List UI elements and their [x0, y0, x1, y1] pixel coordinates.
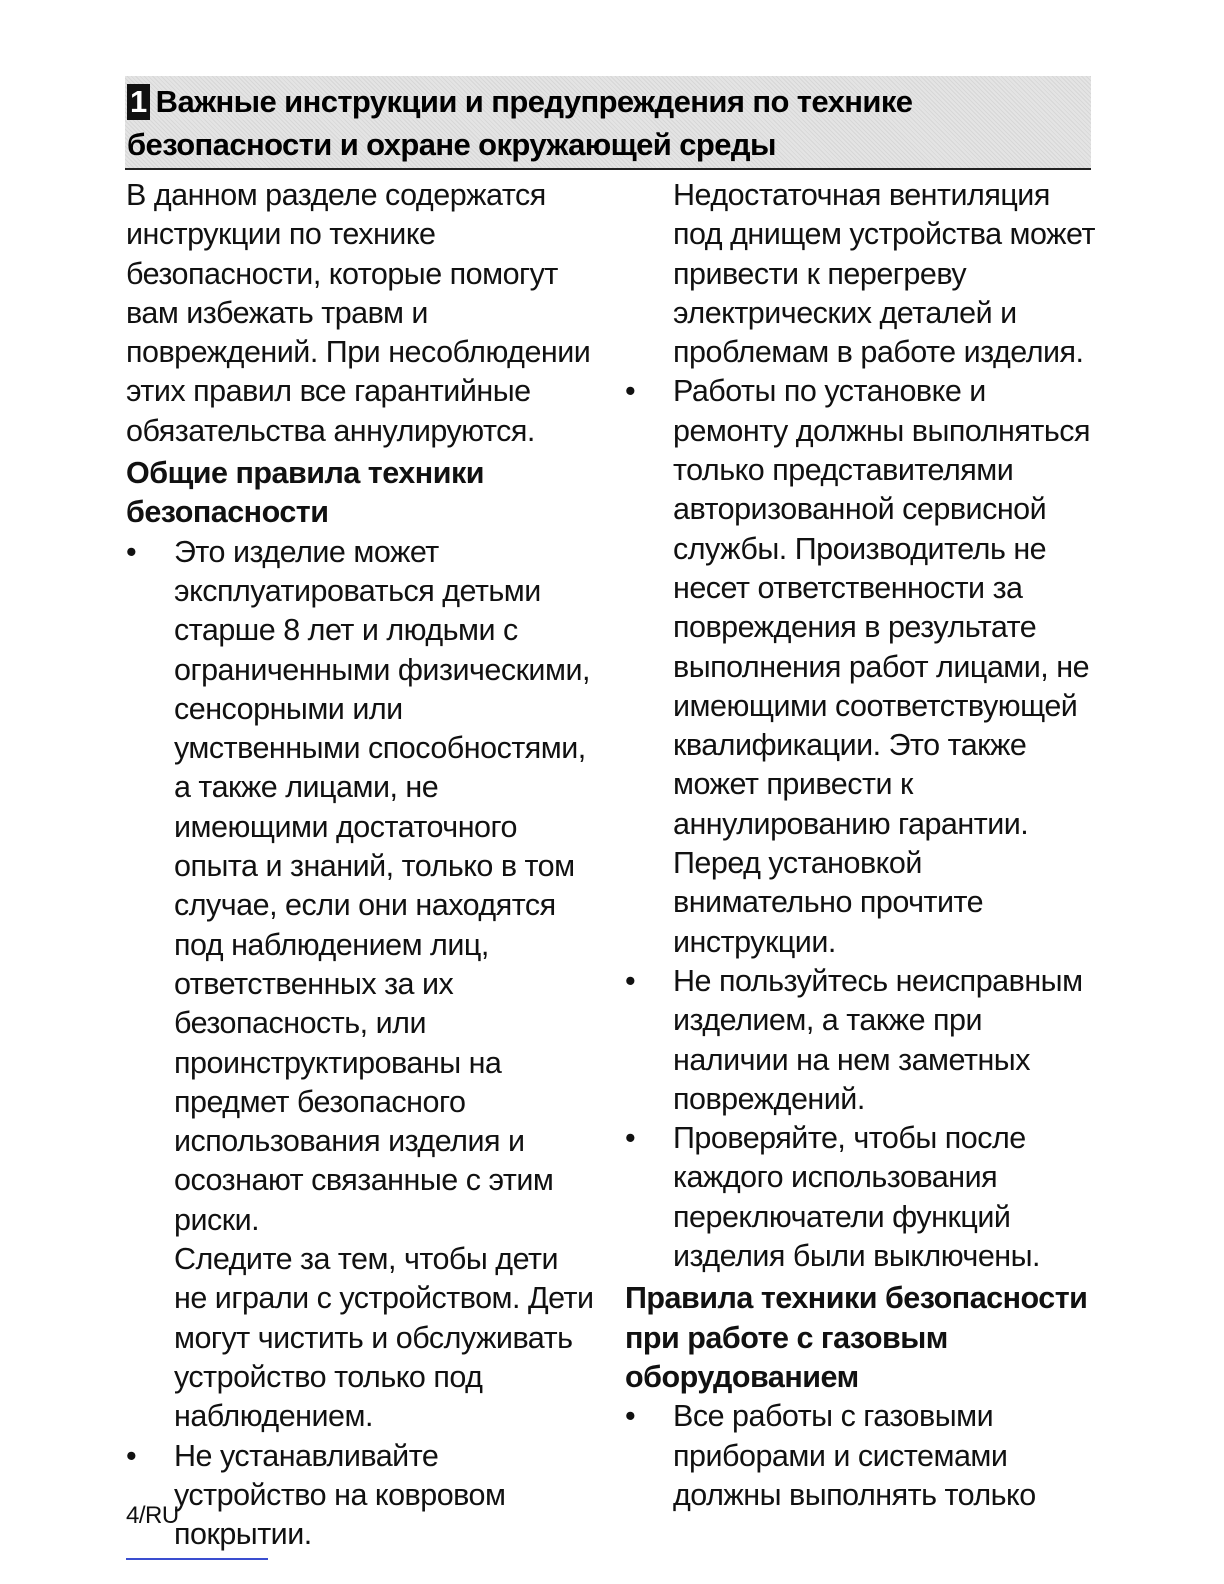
- list-item: [625, 372, 1105, 844]
- right-column: [625, 176, 1105, 1515]
- bullet-mark: •: [625, 1399, 636, 1434]
- bullet-mark: •: [126, 534, 137, 569]
- list-item-text: Работы по установке и ремонту должны выполняться только представителями авторизованной сервисной службы. Производитель не несет ответственности за повреждения в результате выполнения работ лицами, не имеющими соответствующей квалификации. Это также может привести к аннулированию гарантии.: [673, 374, 1090, 841]
- list-item: [625, 1397, 1105, 1515]
- list-item-text: Проверяйте, чтобы после каждого использования переключатели функций изделия были выключены.: [673, 1121, 1041, 1274]
- section-title-text: Важные инструкции и предупреждения по технике безопасности и охране окружающей среды: [127, 84, 913, 162]
- bullet-mark: •: [126, 1438, 137, 1473]
- left-column: [126, 176, 596, 1554]
- bullet-mark: •: [625, 374, 636, 409]
- section-header-title: [127, 80, 1077, 166]
- general-safety-heading: Общие правила техники безопасности: [126, 456, 484, 530]
- list-item-text: Не устанавливайте устройство на ковровом покрытии.: [174, 1438, 506, 1552]
- gas-safety-list: [625, 1397, 1105, 1515]
- right-safety-list: [625, 372, 1105, 844]
- intro-paragraph: В данном разделе содержатся инструкции по технике безопасности, которые помогут вам избежать травм и повреждений. При несоблюдении этих правил все гарантийные обязательства аннулируются.: [126, 178, 591, 448]
- section-header-bar: [125, 76, 1091, 170]
- list-item: [625, 962, 1105, 1119]
- continued-paragraph: Недостаточная вентиляция под днищем устройства может привести к перегреву электрических деталей и проблемам в работе изделия.: [673, 178, 1095, 370]
- list-item-continuation: Следите за тем, чтобы дети не играли с устройством. Дети могут чистить и обслуживать устройство только под наблюдением.: [174, 1242, 594, 1434]
- list-item: [625, 1119, 1105, 1276]
- gas-safety-heading: Правила техники безопасности при работе с газовым оборудованием: [625, 1281, 1088, 1394]
- page-number: 4/RU: [126, 1502, 179, 1529]
- list-item-text: Все работы с газовыми приборами и системами должны выполнять только: [673, 1399, 1036, 1512]
- list-item-continuation: Перед установкой внимательно прочтите инструкции.: [673, 846, 984, 959]
- list-item-text: Не пользуйтесь неисправным изделием, а также при наличии на нем заметных повреждений.: [673, 963, 1083, 1116]
- footer-rule: [126, 1558, 268, 1560]
- bullet-mark: •: [625, 963, 636, 998]
- bullet-mark: •: [625, 1121, 636, 1156]
- chapter-number-badge: 1: [127, 84, 150, 120]
- list-item-text: Это изделие может эксплуатироваться детьми старше 8 лет и людьми с ограниченными физическими, сенсорными или умственными способностями, а также лицами, не имеющими достаточного опыта и знаний, только в том случае, если они находятся под наблюдением лиц, ответственных за их безопасность, или проинструктированы на предмет безопасного использования изделия и осознают связанные с этим риски.: [174, 534, 590, 1237]
- list-item: [126, 1437, 596, 1555]
- list-item: [126, 533, 596, 1240]
- right-safety-list-continued: [625, 962, 1105, 1276]
- general-safety-list-continued: [126, 1437, 596, 1555]
- general-safety-list: [126, 533, 596, 1240]
